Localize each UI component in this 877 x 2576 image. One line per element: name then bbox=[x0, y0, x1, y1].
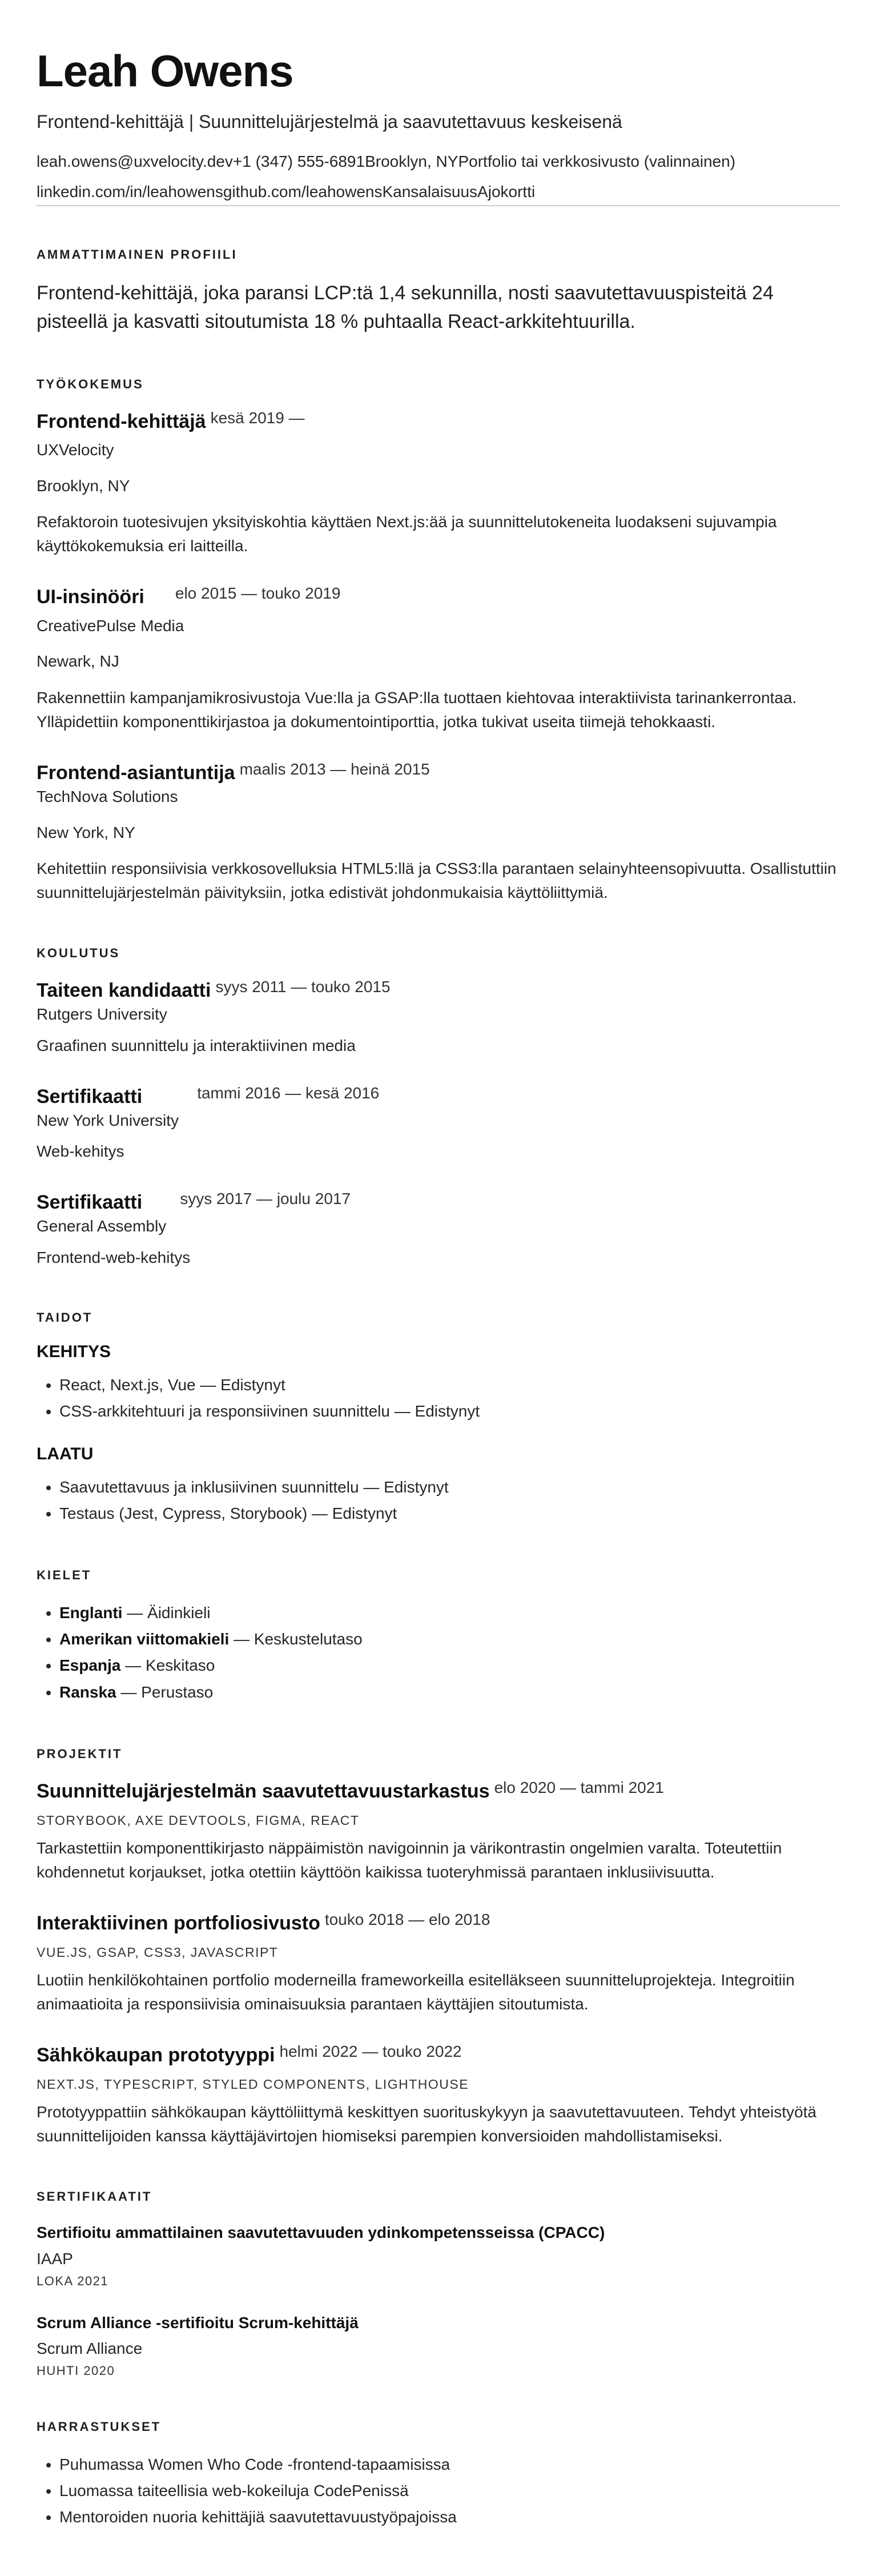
job-title: Frontend-kehittäjä bbox=[37, 411, 206, 433]
portfolio-link[interactable]: Portfolio tai verkkosivusto (valinnainen) bbox=[458, 153, 736, 171]
section-title: HARRASTUKSET bbox=[37, 2419, 162, 2434]
experience-entry bbox=[37, 584, 840, 733]
certification-entry bbox=[37, 2221, 840, 2288]
skill-item: • CSS-arkkitehtuuri ja responsiivinen suunnittelu — Edistynyt bbox=[59, 1398, 840, 1425]
contact-row-primary bbox=[37, 150, 840, 172]
section-title: KIELET bbox=[37, 1568, 92, 1583]
language-item bbox=[59, 1652, 840, 1679]
language-level: — Keskitaso bbox=[125, 1656, 215, 1675]
job-dates: maalis 2013 — heinä 2015 bbox=[239, 760, 430, 778]
hobbies-section bbox=[37, 2419, 840, 2531]
hobby-item: • Puhumassa Women Who Code -frontend-tapaamisissa bbox=[59, 2451, 840, 2478]
company-name: CreativePulse Media bbox=[37, 616, 184, 635]
language-level: — Keskustelutaso bbox=[234, 1630, 363, 1648]
profile-section bbox=[37, 247, 840, 336]
project-name: Interaktiivinen portfoliosivusto bbox=[37, 1912, 320, 1934]
language-name: Amerikan viittomakieli bbox=[59, 1630, 230, 1648]
study-field: Web-kehitys bbox=[37, 1142, 124, 1161]
education-dates: syys 2017 — joulu 2017 bbox=[180, 1189, 351, 1207]
contact-row-secondary bbox=[37, 180, 840, 206]
certification-issuer: Scrum Alliance bbox=[37, 2339, 143, 2357]
citizenship: Kansalaisuus bbox=[382, 183, 478, 201]
location: Brooklyn, NY bbox=[365, 153, 458, 171]
degree-title: Sertifikaatti bbox=[37, 1191, 143, 1213]
profile-summary: Frontend-kehittäjä, joka paransi LCP:tä 1,4 sekunnilla, nosti saavutettavuuspisteitä 24 pisteellä ja kasvatti sitoutumista 18 % puhtaalla React-arkkitehtuurilla. bbox=[37, 282, 774, 332]
section-title: TAIDOT bbox=[37, 1310, 93, 1325]
skill-item: • React, Next.js, Vue — Edistynyt bbox=[59, 1372, 840, 1398]
project-description: Tarkastettiin komponenttikirjasto näppäimistön navigoinnin ja värikontrastin ongelmien varalta. Toteutettiin kohdennetut korjaukset, jotka otettiin käyttöön kaikissa tuoteryhmissä parantaen inklusiivisuutta. bbox=[37, 1839, 782, 1881]
experience-section bbox=[37, 377, 840, 905]
entry-header bbox=[37, 1190, 840, 1215]
headline: Frontend-kehittäjä | Suunnittelujärjestelmä ja saavutettavuus keskeisenä bbox=[37, 111, 622, 132]
project-tech: VUE.JS, GSAP, CSS3, JAVASCRIPT bbox=[37, 1945, 279, 1960]
hobby-item: • Luomassa taiteellisia web-kokeiluja CodePenissä bbox=[59, 2478, 840, 2504]
entry-header bbox=[37, 760, 840, 785]
language-item bbox=[59, 1679, 840, 1706]
certification-entry bbox=[37, 2312, 840, 2378]
project-description: Prototyyppattiin sähkökaupan käyttöliittymä keskittyen suorituskykyyn ja saavutettavuuteen. Tehdyt yhteistyötä suunnittelijoiden kanssa käyttäjävirtojen hiomiseksi parempien konversioiden mahdollistamiseksi. bbox=[37, 2103, 816, 2145]
project-dates: helmi 2022 — touko 2022 bbox=[279, 2043, 462, 2061]
company-name: UXVelocity bbox=[37, 441, 114, 459]
degree-title: Taiteen kandidaatti bbox=[37, 980, 211, 1002]
language-level: — Perustaso bbox=[120, 1683, 214, 1701]
skill-item: • Saavutettavuus ja inklusiivinen suunnittelu — Edistynyt bbox=[59, 1474, 840, 1500]
education-entry bbox=[37, 1084, 840, 1163]
job-description: Kehitettiin responsiivisia verkkosovelluksia HTML5:llä ja CSS3:lla parantaen selainyhteensopivuutta. Osallistuttiin suunnittelujärjestelmän päivityksiin, jotka edistivät johdonmukaisia käyttöliittymiä. bbox=[37, 860, 836, 902]
hobby-list bbox=[37, 2451, 840, 2531]
education-entry bbox=[37, 1190, 840, 1269]
job-location: New York, NY bbox=[37, 823, 135, 841]
education-section bbox=[37, 946, 840, 1269]
project-entry bbox=[37, 1911, 840, 2016]
entry-header bbox=[37, 1911, 840, 1936]
project-entry bbox=[37, 2043, 840, 2148]
skills-section bbox=[37, 1310, 840, 1527]
entry-header bbox=[37, 1084, 840, 1109]
project-entry bbox=[37, 1779, 840, 1884]
section-title: TYÖKOKEMUS bbox=[37, 377, 144, 392]
skill-list bbox=[37, 1372, 840, 1425]
section-title: SERTIFIKAATIT bbox=[37, 2189, 152, 2204]
phone-link[interactable]: +1 (347) 555-6891 bbox=[232, 153, 365, 171]
certification-issuer: IAAP bbox=[37, 2249, 73, 2268]
entry-header bbox=[37, 584, 840, 609]
resume-header bbox=[37, 48, 840, 206]
project-dates: elo 2020 — tammi 2021 bbox=[494, 1778, 664, 1796]
language-level: — Äidinkieli bbox=[127, 1604, 211, 1622]
skill-group-title: LAATU bbox=[37, 1444, 94, 1463]
skill-group bbox=[37, 1445, 840, 1527]
school-name: General Assembly bbox=[37, 1217, 167, 1235]
job-description: Refaktoroin tuotesivujen yksityiskohtia käyttäen Next.js:ää ja suunnittelutokeneita luodakseni sujuvampia käyttökokemuksia eri laitteilla. bbox=[37, 513, 777, 555]
school-name: New York University bbox=[37, 1111, 179, 1129]
project-tech: NEXT.JS, TYPESCRIPT, STYLED COMPONENTS, LIGHTHOUSE bbox=[37, 2077, 469, 2092]
language-name: Englanti bbox=[59, 1604, 123, 1622]
certification-name: Sertifioitu ammattilainen saavutettavuuden ydinkompetensseissa (CPACC) bbox=[37, 2224, 605, 2242]
language-name: Espanja bbox=[59, 1656, 121, 1675]
company-name: TechNova Solutions bbox=[37, 787, 178, 805]
certification-name: Scrum Alliance -sertifioitu Scrum-kehittäjä bbox=[37, 2313, 359, 2332]
section-title: PROJEKTIT bbox=[37, 1746, 123, 1761]
job-title: Frontend-asiantuntija bbox=[37, 761, 235, 784]
github-link[interactable]: github.com/leahowens bbox=[223, 183, 383, 201]
language-list bbox=[37, 1600, 840, 1706]
full-name: Leah Owens bbox=[37, 46, 293, 96]
entry-header bbox=[37, 409, 840, 434]
study-field: Graafinen suunnittelu ja interaktiivinen media bbox=[37, 1036, 356, 1054]
language-name: Ranska bbox=[59, 1683, 116, 1701]
skill-item: • Testaus (Jest, Cypress, Storybook) — Edistynyt bbox=[59, 1500, 840, 1527]
experience-entry bbox=[37, 760, 840, 905]
certification-date: HUHTI 2020 bbox=[37, 2363, 115, 2378]
skill-list bbox=[37, 1474, 840, 1527]
education-entry bbox=[37, 978, 840, 1057]
job-description: Rakennettiin kampanjamikrosivustoja Vue:lla ja GSAP:lla tuottaen kiehtovaa interaktiivista tarinankerrontaa. Ylläpidettiin komponenttikirjastoa ja dokumentointiporttia, jotka tukivat useita tiimejä tehokkaasti. bbox=[37, 688, 797, 731]
section-title: KOULUTUS bbox=[37, 946, 120, 961]
job-dates: elo 2015 — touko 2019 bbox=[175, 584, 341, 603]
project-dates: touko 2018 — elo 2018 bbox=[324, 1910, 490, 1928]
job-title: UI-insinööri bbox=[37, 586, 144, 608]
entry-header bbox=[37, 1779, 840, 1804]
certification-date: LOKA 2021 bbox=[37, 2273, 109, 2288]
experience-entry bbox=[37, 409, 840, 558]
degree-title: Sertifikaatti bbox=[37, 1085, 143, 1108]
project-name: Sähkökaupan prototyyppi bbox=[37, 2044, 275, 2067]
languages-section bbox=[37, 1568, 840, 1706]
entry-header bbox=[37, 2043, 840, 2068]
job-location: Brooklyn, NY bbox=[37, 476, 130, 495]
drivers-license: Ajokortti bbox=[477, 183, 536, 201]
study-field: Frontend-web-kehitys bbox=[37, 1248, 191, 1266]
job-location: Newark, NJ bbox=[37, 652, 119, 671]
project-description: Luotiin henkilökohtainen portfolio moderneilla frameworkeilla esitelläkseen suunnitteluprojekteja. Integroitiin animaatioita ja responsiivisia ominaisuuksia parantaen käyttäjien sitoutumista. bbox=[37, 1971, 795, 2013]
project-name: Suunnittelujärjestelmän saavutettavuustarkastus bbox=[37, 1780, 490, 1802]
skill-group-title: KEHITYS bbox=[37, 1342, 111, 1362]
section-title: AMMATTIMAINEN PROFIILI bbox=[37, 247, 238, 262]
entry-header bbox=[37, 978, 840, 1003]
certifications-section bbox=[37, 2189, 840, 2378]
education-dates: tammi 2016 — kesä 2016 bbox=[197, 1084, 380, 1102]
language-item bbox=[59, 1626, 840, 1652]
project-tech: STORYBOOK, AXE DEVTOOLS, FIGMA, REACT bbox=[37, 1812, 360, 1828]
linkedin-link[interactable]: linkedin.com/in/leahowens bbox=[37, 183, 223, 201]
job-dates: kesä 2019 — bbox=[210, 409, 305, 427]
hobby-item: • Mentoroiden nuoria kehittäjiä saavutettavuustyöpajoissa bbox=[59, 2504, 840, 2530]
school-name: Rutgers University bbox=[37, 1005, 167, 1024]
education-dates: syys 2011 — touko 2015 bbox=[215, 978, 391, 996]
language-item bbox=[59, 1600, 840, 1626]
projects-section bbox=[37, 1747, 840, 2149]
email-link[interactable]: leah.owens@uxvelocity.dev bbox=[37, 153, 233, 171]
skill-group bbox=[37, 1342, 840, 1425]
